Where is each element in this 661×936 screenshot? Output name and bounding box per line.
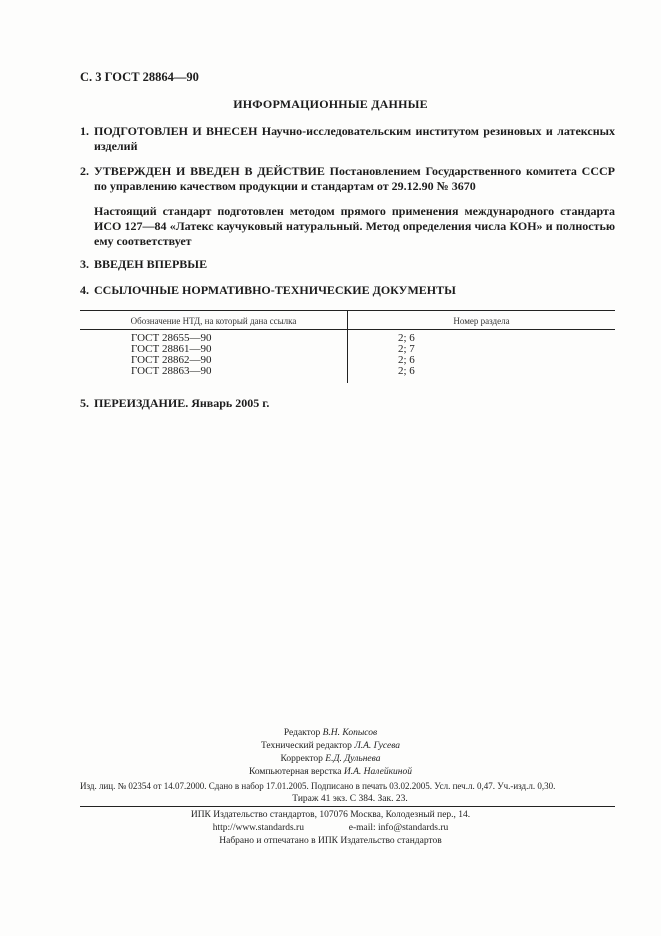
credit-line	[0, 727, 661, 740]
table-cell-doc: ГОСТ 28863—90	[131, 365, 212, 377]
imprint-details	[80, 780, 620, 806]
table-cell-section: 2; 6	[398, 332, 415, 344]
reference-table	[80, 310, 615, 384]
email-link[interactable]: e-mail: info@standards.ru	[348, 823, 449, 833]
item-number: 4.	[80, 283, 89, 297]
credits-block	[0, 727, 661, 779]
credit-line	[0, 740, 661, 753]
credit-name: И.А. Налейкиной	[343, 767, 412, 777]
item-number: 3.	[80, 257, 89, 271]
credit-line	[0, 753, 661, 766]
publisher-line: ИПК Издательство стандартов, 107076 Москва, Колодезный пер., 14.	[190, 810, 471, 820]
credit-name: Е.Д. Дульнева	[325, 754, 381, 764]
imprint-line: Изд. лиц. № 02354 от 14.07.2000. Сдано в набор 17.01.2005. Подписано в печать 03.02.2005. Усл. печ.л. 0,47. Уч.-изд.л. 0,30.	[80, 781, 556, 791]
item-text: УТВЕРЖДЕН И ВВЕДЕН В ДЕЙСТВИЕ Постановлением Государственного комитета СССР по управлению качеством продукции и стандартам от 29.12.90 № 3670	[94, 164, 615, 193]
item-number: 5.	[80, 396, 89, 410]
item-5	[80, 396, 615, 411]
contacts-line	[0, 822, 661, 835]
table-header-section: Номер раздела	[453, 316, 510, 326]
credit-role: Редактор	[283, 728, 321, 738]
item-1	[80, 124, 615, 154]
item-text: ССЫЛОЧНЫЕ НОРМАТИВНО-ТЕХНИЧЕСКИЕ ДОКУМЕНТЫ	[94, 283, 456, 297]
item-2	[80, 164, 615, 194]
credit-line	[0, 766, 661, 779]
table-cell-section: 2; 7	[398, 343, 415, 355]
credit-role: Корректор	[280, 754, 323, 764]
note-paragraph: Настоящий стандарт подготовлен методом прямого применения международного стандарта ИСО 127—84 «Латекс каучуковый натуральный. Метод определения числа КОН» и полностью ему соответствует	[94, 204, 615, 248]
item-text: ВВЕДЕН ВПЕРВЫЕ	[94, 257, 208, 271]
printed-line: Набрано и отпечатано в ИПК Издательство стандартов	[219, 836, 442, 846]
footer-rule	[80, 806, 615, 807]
item-text: ПЕРЕИЗДАНИЕ. Январь 2005 г.	[94, 396, 270, 410]
table-cell-section: 2; 6	[398, 365, 415, 377]
table-cell-doc: ГОСТ 28862—90	[131, 354, 212, 366]
table-cell-doc: ГОСТ 28655—90	[131, 332, 212, 344]
page-title: ИНФОРМАЦИОННЫЕ ДАННЫЕ	[233, 97, 428, 111]
credit-role: Технический редактор	[260, 741, 352, 751]
credit-name: В.Н. Копысов	[322, 728, 378, 738]
credit-name: Л.А. Гусева	[354, 741, 401, 751]
imprint-line: Тираж 41 экз. С 384. Зак. 23.	[292, 794, 408, 804]
item-number: 2.	[80, 164, 89, 178]
page-header: С. 3 ГОСТ 28864—90	[80, 70, 199, 84]
item-4	[80, 283, 615, 298]
table-header-doc: Обозначение НТД, на который дана ссылка	[130, 316, 297, 326]
table-cell-doc: ГОСТ 28861—90	[131, 343, 212, 355]
credit-role: Компьютерная верстка	[249, 767, 342, 777]
item-text: ПОДГОТОВЛЕН И ВНЕСЕН Научно-исследовательским институтом резиновых и латексных изделий	[94, 124, 615, 153]
item-3	[80, 257, 615, 272]
table-cell-section: 2; 6	[398, 354, 415, 366]
website-link[interactable]: http://www.standards.ru	[212, 823, 304, 833]
publisher-block	[0, 809, 661, 848]
item-number: 1.	[80, 124, 89, 138]
